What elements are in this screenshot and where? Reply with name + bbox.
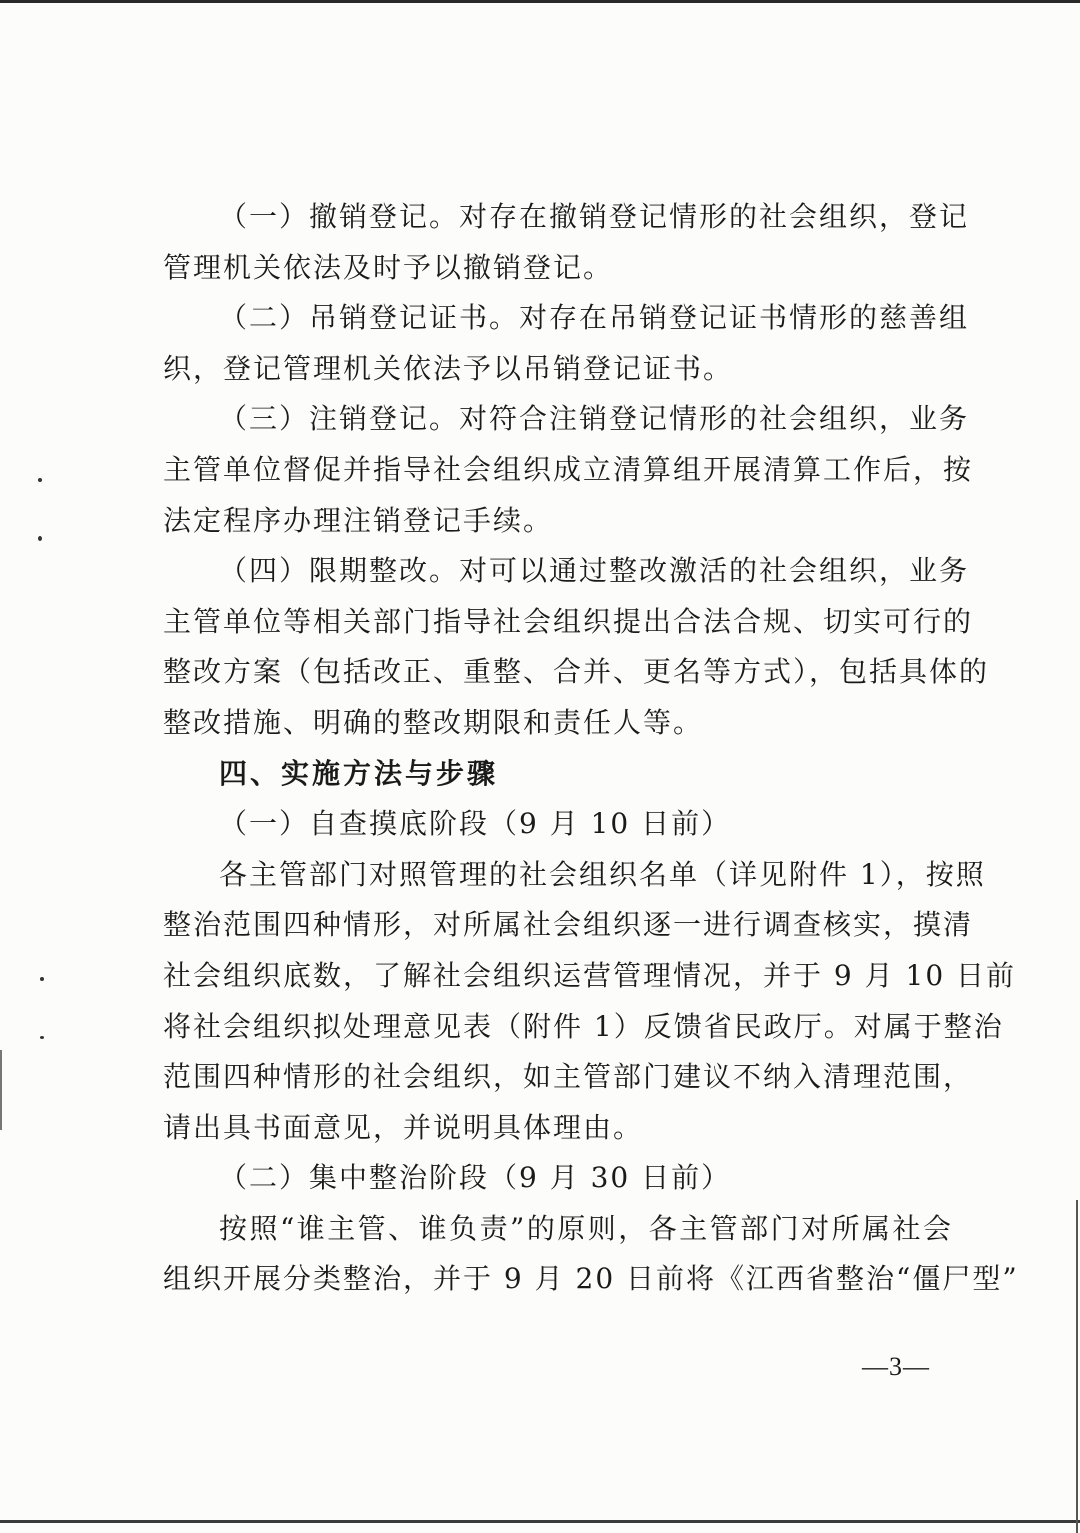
paragraph-line: 范围四种情形的社会组织，如主管部门建议不纳入清理范围， [163,1060,974,1094]
paragraph-line: 整治范围四种情形，对所属社会组织逐一进行调查核实，摸清 [163,908,974,942]
scan-edge-left [0,1050,2,1130]
paragraph-line: 主管单位督促并指导社会组织成立清算组开展清算工作后，按 [163,452,974,486]
paragraph-line: 按照“谁主管、谁负责”的原则，各主管部门对所属社会 [219,1211,953,1245]
paragraph-line: 织，登记管理机关依法予以吊销登记证书。 [163,351,734,385]
scan-speck [40,977,44,981]
paragraph-line: 法定程序办理注销登记手续。 [163,503,554,537]
paragraph-line: 社会组织底数，了解社会组织运营管理情况，并于 9 月 10 日前 [163,958,1017,992]
paragraph-line: （二）吊销登记证书。对存在吊销登记证书情形的慈善组 [219,301,970,335]
paragraph-line: 整改措施、明确的整改期限和责任人等。 [163,705,704,739]
body-text [163,192,1019,1305]
paragraph-line: （四）限期整改。对可以通过整改激活的社会组织，业务 [219,554,970,588]
paragraph-line: 各主管部门对照管理的社会组织名单（详见附件 1），按照 [219,857,986,891]
scan-speck [38,536,42,541]
paragraph-line: 整改方案（包括改正、重整、合并、更名等方式），包括具体的 [163,655,990,689]
scan-speck [38,478,42,482]
paragraph-line: 主管单位等相关部门指导社会组织提出合法合规、切实可行的 [163,604,974,638]
section-heading: 四、实施方法与步骤 [219,756,499,790]
subsection-heading: （二）集中整治阶段（9 月 30 日前） [219,1161,732,1195]
scan-edge-right [1076,1200,1078,1533]
paragraph-line: 将社会组织拟处理意见表（附件 1）反馈省民政厅。对属于整治 [163,1009,1004,1043]
scan-edge-bottom [0,1520,1080,1523]
paragraph-line: 管理机关依法及时予以撤销登记。 [163,250,614,284]
paragraph-line: 组织开展分类整治，并于 9 月 20 日前将《江西省整治“僵尸型” [163,1262,1019,1296]
paragraph-line: （一）撤销登记。对存在撤销登记情形的社会组织，登记 [219,200,970,233]
page-number: —3— [862,1352,930,1381]
scan-speck [40,1036,44,1039]
paragraph-line: （三）注销登记。对符合注销登记情形的社会组织，业务 [219,402,970,436]
subsection-heading: （一）自查摸底阶段（9 月 10 日前） [219,807,732,841]
paragraph-line: 请出具书面意见，并说明具体理由。 [163,1110,644,1144]
scan-edge-top [0,0,1080,3]
